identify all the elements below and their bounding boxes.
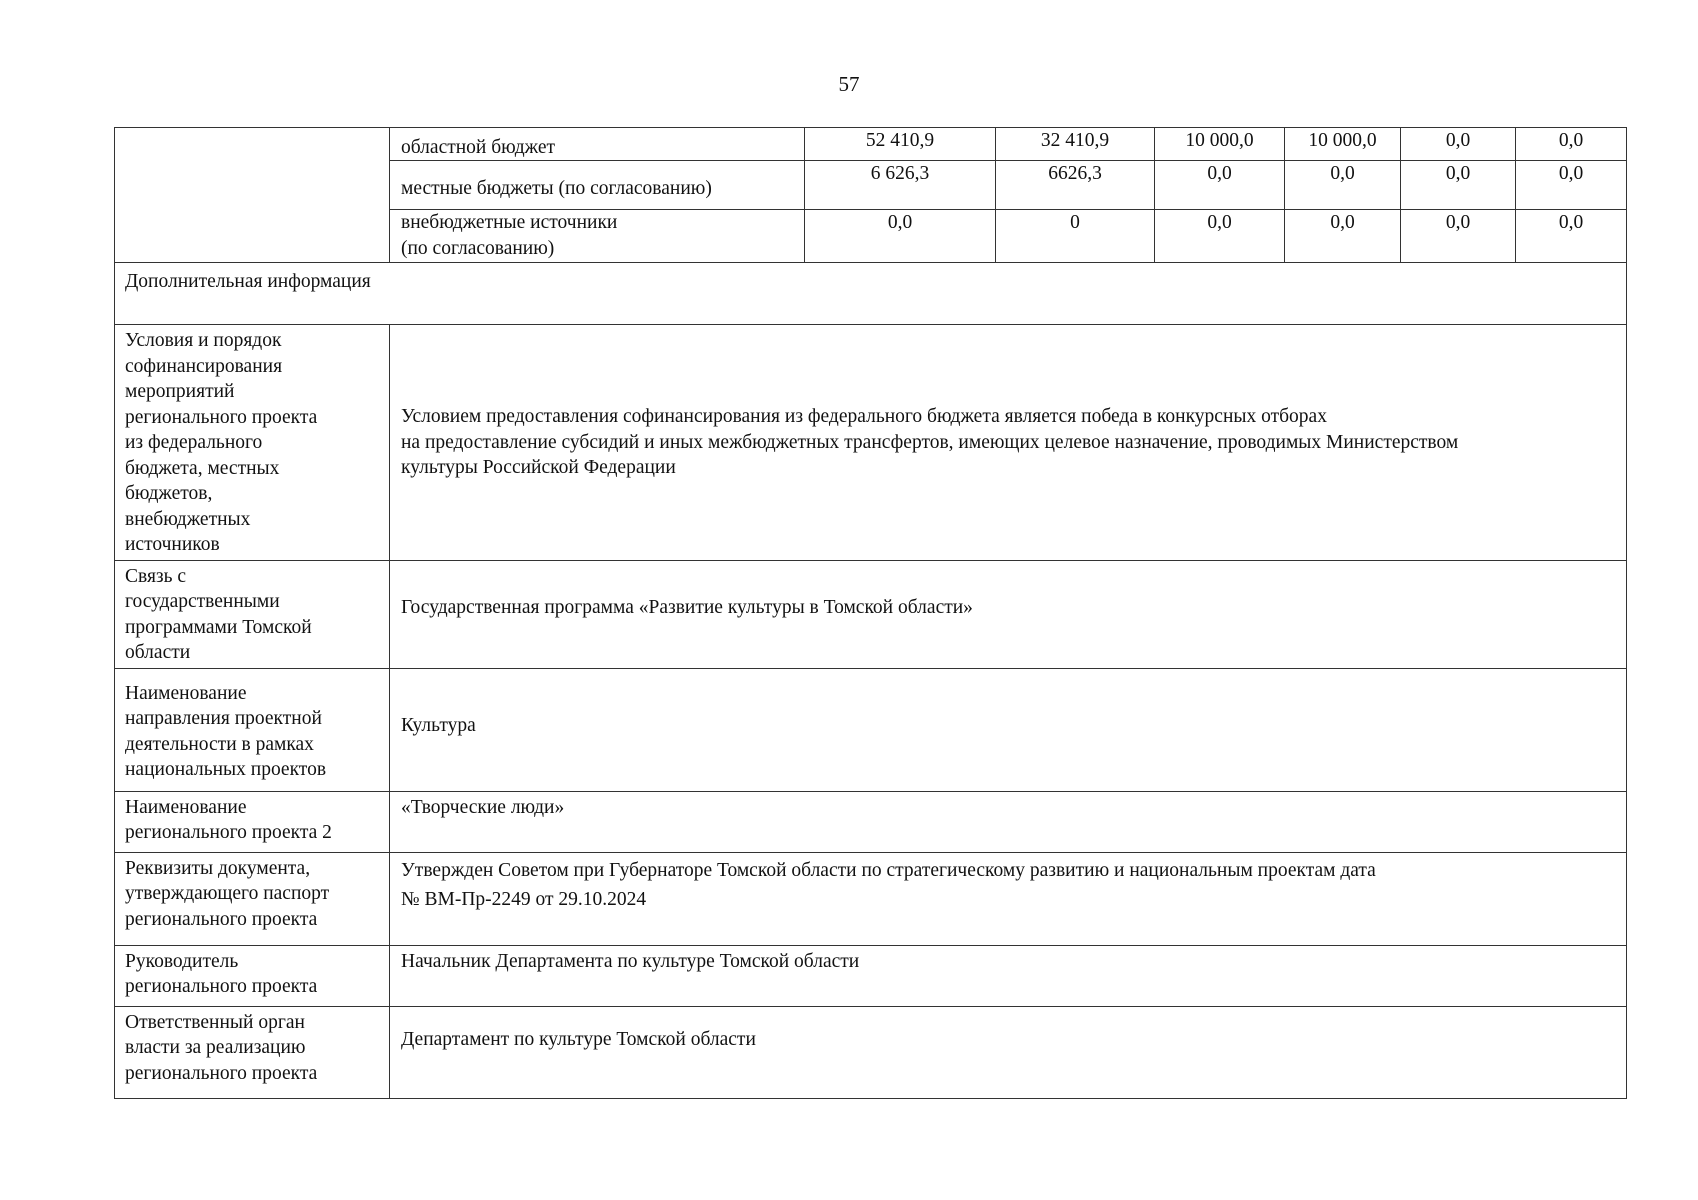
budget-value: 0,0	[1401, 128, 1516, 161]
info-label: Реквизиты документа, утверждающего паспорт регионального проекта	[115, 852, 390, 945]
budget-value: 0,0	[805, 210, 996, 263]
info-row	[115, 945, 1627, 1006]
budget-value: 0	[996, 210, 1155, 263]
budget-source: местные бюджеты (по согласованию)	[390, 161, 805, 210]
info-label: Условия и порядок софинансирования мероприятий регионального проекта из федерального бюджета, местных бюджетов, внебюджетных источников	[115, 325, 390, 561]
info-value: Начальник Департамента по культуре Томской области	[390, 945, 1627, 1006]
budget-value: 6626,3	[996, 161, 1155, 210]
empty-label-cell	[115, 128, 390, 263]
budget-value: 10 000,0	[1155, 128, 1285, 161]
budget-value: 6 626,3	[805, 161, 996, 210]
budget-value: 0,0	[1155, 161, 1285, 210]
project-passport-table	[114, 127, 1627, 1099]
info-value: Утвержден Советом при Губернаторе Томской области по стратегическому развитию и национальным проектам дата № ВМ-Пр-2249 от 29.10.2024	[390, 852, 1627, 945]
info-row	[115, 791, 1627, 852]
budget-value: 0,0	[1285, 210, 1401, 263]
budget-value: 0,0	[1516, 161, 1627, 210]
additional-info-header-row	[115, 263, 1627, 325]
info-row	[115, 1006, 1627, 1098]
info-value: «Творческие люди»	[390, 791, 1627, 852]
budget-value: 52 410,9	[805, 128, 996, 161]
page-number: 57	[838, 72, 860, 96]
budget-row	[115, 128, 1627, 161]
budget-value: 0,0	[1285, 161, 1401, 210]
info-value: Департамент по культуре Томской области	[390, 1006, 1627, 1098]
budget-value: 0,0	[1516, 128, 1627, 161]
info-row	[115, 560, 1627, 668]
info-label: Ответственный орган власти за реализацию регионального проекта	[115, 1006, 390, 1098]
budget-value: 10 000,0	[1285, 128, 1401, 161]
info-label: Наименование направления проектной деятельности в рамках национальных проектов	[115, 668, 390, 791]
info-value: Условием предоставления софинансирования из федерального бюджета является победа в конкурсных отборах на предоставление субсидий и иных межбюджетных трансфертов, имеющих целевое назначение, проводимых Министерством культуры Российской Федерации	[390, 325, 1627, 561]
info-row	[115, 668, 1627, 791]
info-row	[115, 852, 1627, 945]
info-label: Связь с государственными программами Томской области	[115, 560, 390, 668]
budget-source: внебюджетные источники (по согласованию)	[390, 210, 805, 263]
budget-value: 0,0	[1155, 210, 1285, 263]
info-label: Руководитель регионального проекта	[115, 945, 390, 1006]
info-label: Наименование регионального проекта 2	[115, 791, 390, 852]
info-value: Государственная программа «Развитие культуры в Томской области»	[390, 560, 1627, 668]
additional-info-header: Дополнительная информация	[115, 263, 1627, 325]
budget-value: 0,0	[1401, 210, 1516, 263]
budget-value: 32 410,9	[996, 128, 1155, 161]
budget-value: 0,0	[1516, 210, 1627, 263]
budget-value: 0,0	[1401, 161, 1516, 210]
info-value: Культура	[390, 668, 1627, 791]
budget-source: областной бюджет	[390, 128, 805, 161]
info-row	[115, 325, 1627, 561]
